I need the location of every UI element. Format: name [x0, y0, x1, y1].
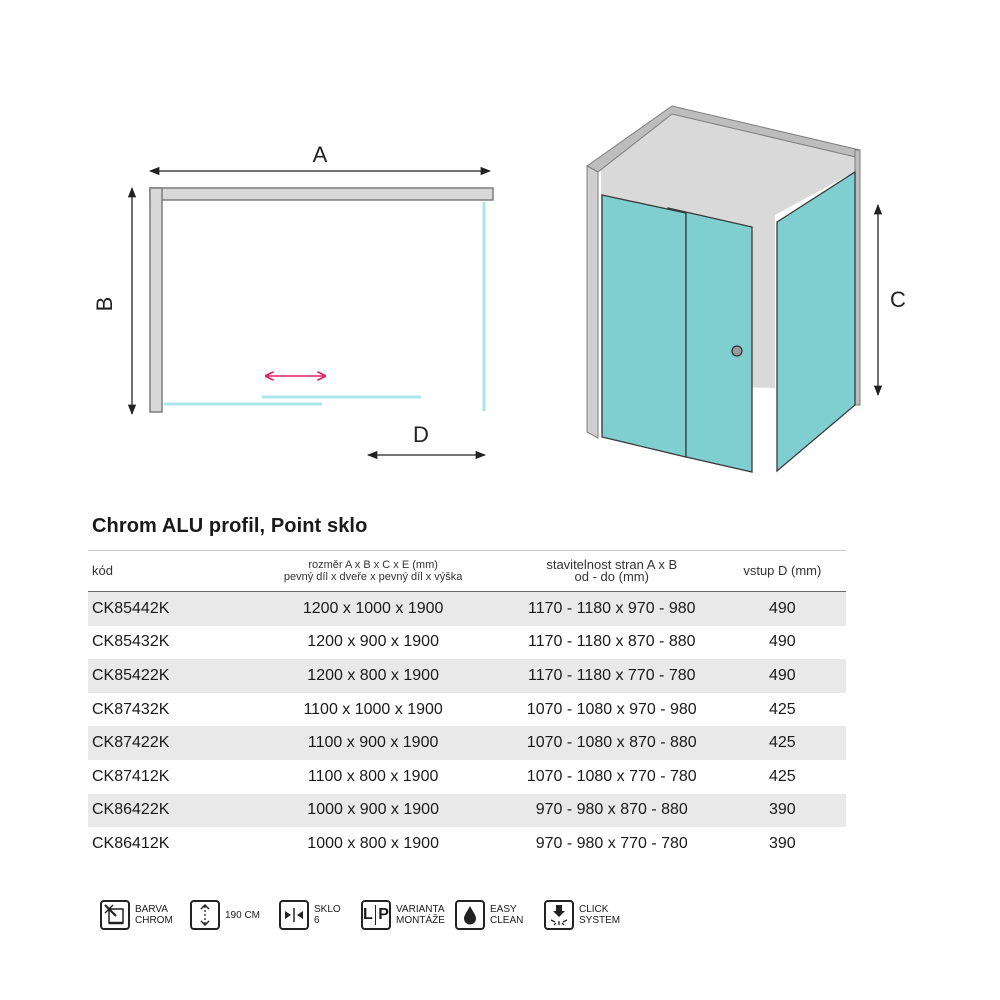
mount-right-glyph: P — [378, 906, 389, 923]
header-size — [241, 551, 504, 592]
mount-divider — [375, 905, 377, 925]
table-row — [88, 726, 846, 760]
header-code: kód — [88, 551, 241, 592]
cell-entry: 390 — [769, 834, 796, 852]
table-row — [88, 827, 846, 861]
wall-left — [150, 188, 162, 412]
cell-entry: 490 — [719, 592, 846, 626]
feature-glass-line1: SKLO — [314, 904, 341, 915]
cell-entry: 425 — [769, 700, 796, 718]
water-drop-icon — [455, 900, 485, 930]
cell-code: CK87432K — [92, 700, 170, 718]
click-arrow-icon — [544, 900, 574, 930]
wall-top — [150, 188, 493, 200]
fixed-glass-3d — [602, 195, 686, 457]
table-row — [88, 794, 846, 828]
feature-color — [100, 895, 173, 935]
table-row — [88, 626, 846, 660]
cell-entry: 490 — [719, 659, 846, 693]
cell-entry: 490 — [769, 633, 796, 651]
cell-entry: 390 — [719, 794, 846, 828]
cell-adjust: 1070 - 1080 x 770 - 780 — [526, 767, 697, 785]
cell-adjust: 1070 - 1080 x 970 - 980 — [526, 700, 697, 718]
product-table — [88, 550, 846, 861]
cell-code: CK85432K — [92, 633, 170, 651]
dimension-c-label: C — [890, 287, 906, 312]
feature-click-line2: SYSTEM — [579, 915, 621, 926]
door-knob — [732, 346, 742, 356]
feature-glass-line2: 6 — [314, 915, 320, 926]
cell-adjust: 1070 - 1080 x 870 - 880 — [505, 726, 719, 760]
height-arrow-icon — [190, 900, 220, 930]
side-glass-3d — [777, 172, 855, 471]
cell-adjust: 970 - 980 x 870 - 880 — [505, 794, 719, 828]
cell-entry: 425 — [769, 767, 796, 785]
cell-code: CK87412K — [92, 767, 170, 785]
cell-size: 1000 x 800 x 1900 — [307, 834, 439, 852]
feature-easy-clean — [455, 895, 523, 935]
cell-size: 1100 x 900 x 1900 — [241, 726, 504, 760]
cell-adjust: 1170 - 1180 x 970 - 980 — [505, 592, 719, 626]
table-row — [88, 693, 846, 727]
table-header-row — [88, 551, 846, 592]
cell-entry: 425 — [719, 726, 846, 760]
feature-click-line1: CLICK — [579, 904, 609, 915]
header-size-line2: pevný díl x dveře x pevný díl x výška — [283, 571, 463, 583]
feature-color-line2: CHROM — [135, 915, 173, 926]
cell-code: CK86412K — [92, 834, 170, 852]
color-swatch-icon — [100, 900, 130, 930]
floor-plan — [92, 142, 493, 455]
cell-size: 1200 x 800 x 1900 — [241, 659, 504, 693]
feature-mount-line2: MONTÁŽE — [396, 915, 445, 926]
cell-code: CK87422K — [88, 726, 241, 760]
cell-adjust: 970 - 980 x 770 - 780 — [535, 834, 688, 852]
cell-size: 1200 x 900 x 1900 — [307, 633, 439, 651]
feature-color-line1: BARVA — [135, 904, 168, 915]
header-adjust-line1: stavitelnost stran A x B — [546, 557, 678, 572]
cell-code: CK85422K — [88, 659, 241, 693]
header-entry: vstup D (mm) — [719, 551, 846, 592]
table-title: Chrom ALU profil, Point sklo — [92, 515, 368, 537]
cell-size: 1100 x 1000 x 1900 — [303, 700, 443, 718]
cell-size: 1200 x 1000 x 1900 — [241, 592, 504, 626]
perspective-view — [587, 106, 906, 472]
table-row — [88, 659, 846, 693]
header-adjust-line2: od - do (mm) — [574, 569, 649, 584]
dimension-b-label: B — [92, 296, 117, 312]
cell-code: CK86422K — [88, 794, 241, 828]
feature-height-line1: 190 CM — [225, 909, 261, 921]
header-size-line1: rozměr A x B x C x E (mm) — [308, 559, 438, 571]
feature-mount-line1: VARIANTA — [396, 904, 445, 915]
right-wall-edge — [855, 150, 860, 405]
feature-glass — [279, 895, 341, 935]
feature-height — [190, 895, 260, 935]
feature-click-system — [544, 895, 620, 935]
cell-size: 1100 x 800 x 1900 — [307, 767, 439, 785]
feature-mount — [361, 895, 445, 935]
feature-easy-clean-line1: EASY — [490, 904, 517, 915]
dimension-a-label: A — [312, 142, 328, 167]
cell-size: 1000 x 900 x 1900 — [241, 794, 504, 828]
cell-adjust: 1170 - 1180 x 870 - 880 — [527, 633, 696, 651]
header-adjust — [505, 551, 719, 592]
dimension-d-label: D — [413, 422, 429, 447]
table-row — [88, 592, 846, 626]
glass-thickness-icon — [279, 900, 309, 930]
left-wall-edge — [587, 166, 598, 438]
feature-easy-clean-line2: CLEAN — [490, 915, 524, 926]
left-right-mount-icon — [361, 900, 391, 930]
table-row — [88, 760, 846, 794]
cell-code: CK85442K — [88, 592, 241, 626]
mount-left-glyph: L — [363, 906, 373, 923]
cell-adjust: 1170 - 1180 x 770 - 780 — [505, 659, 719, 693]
